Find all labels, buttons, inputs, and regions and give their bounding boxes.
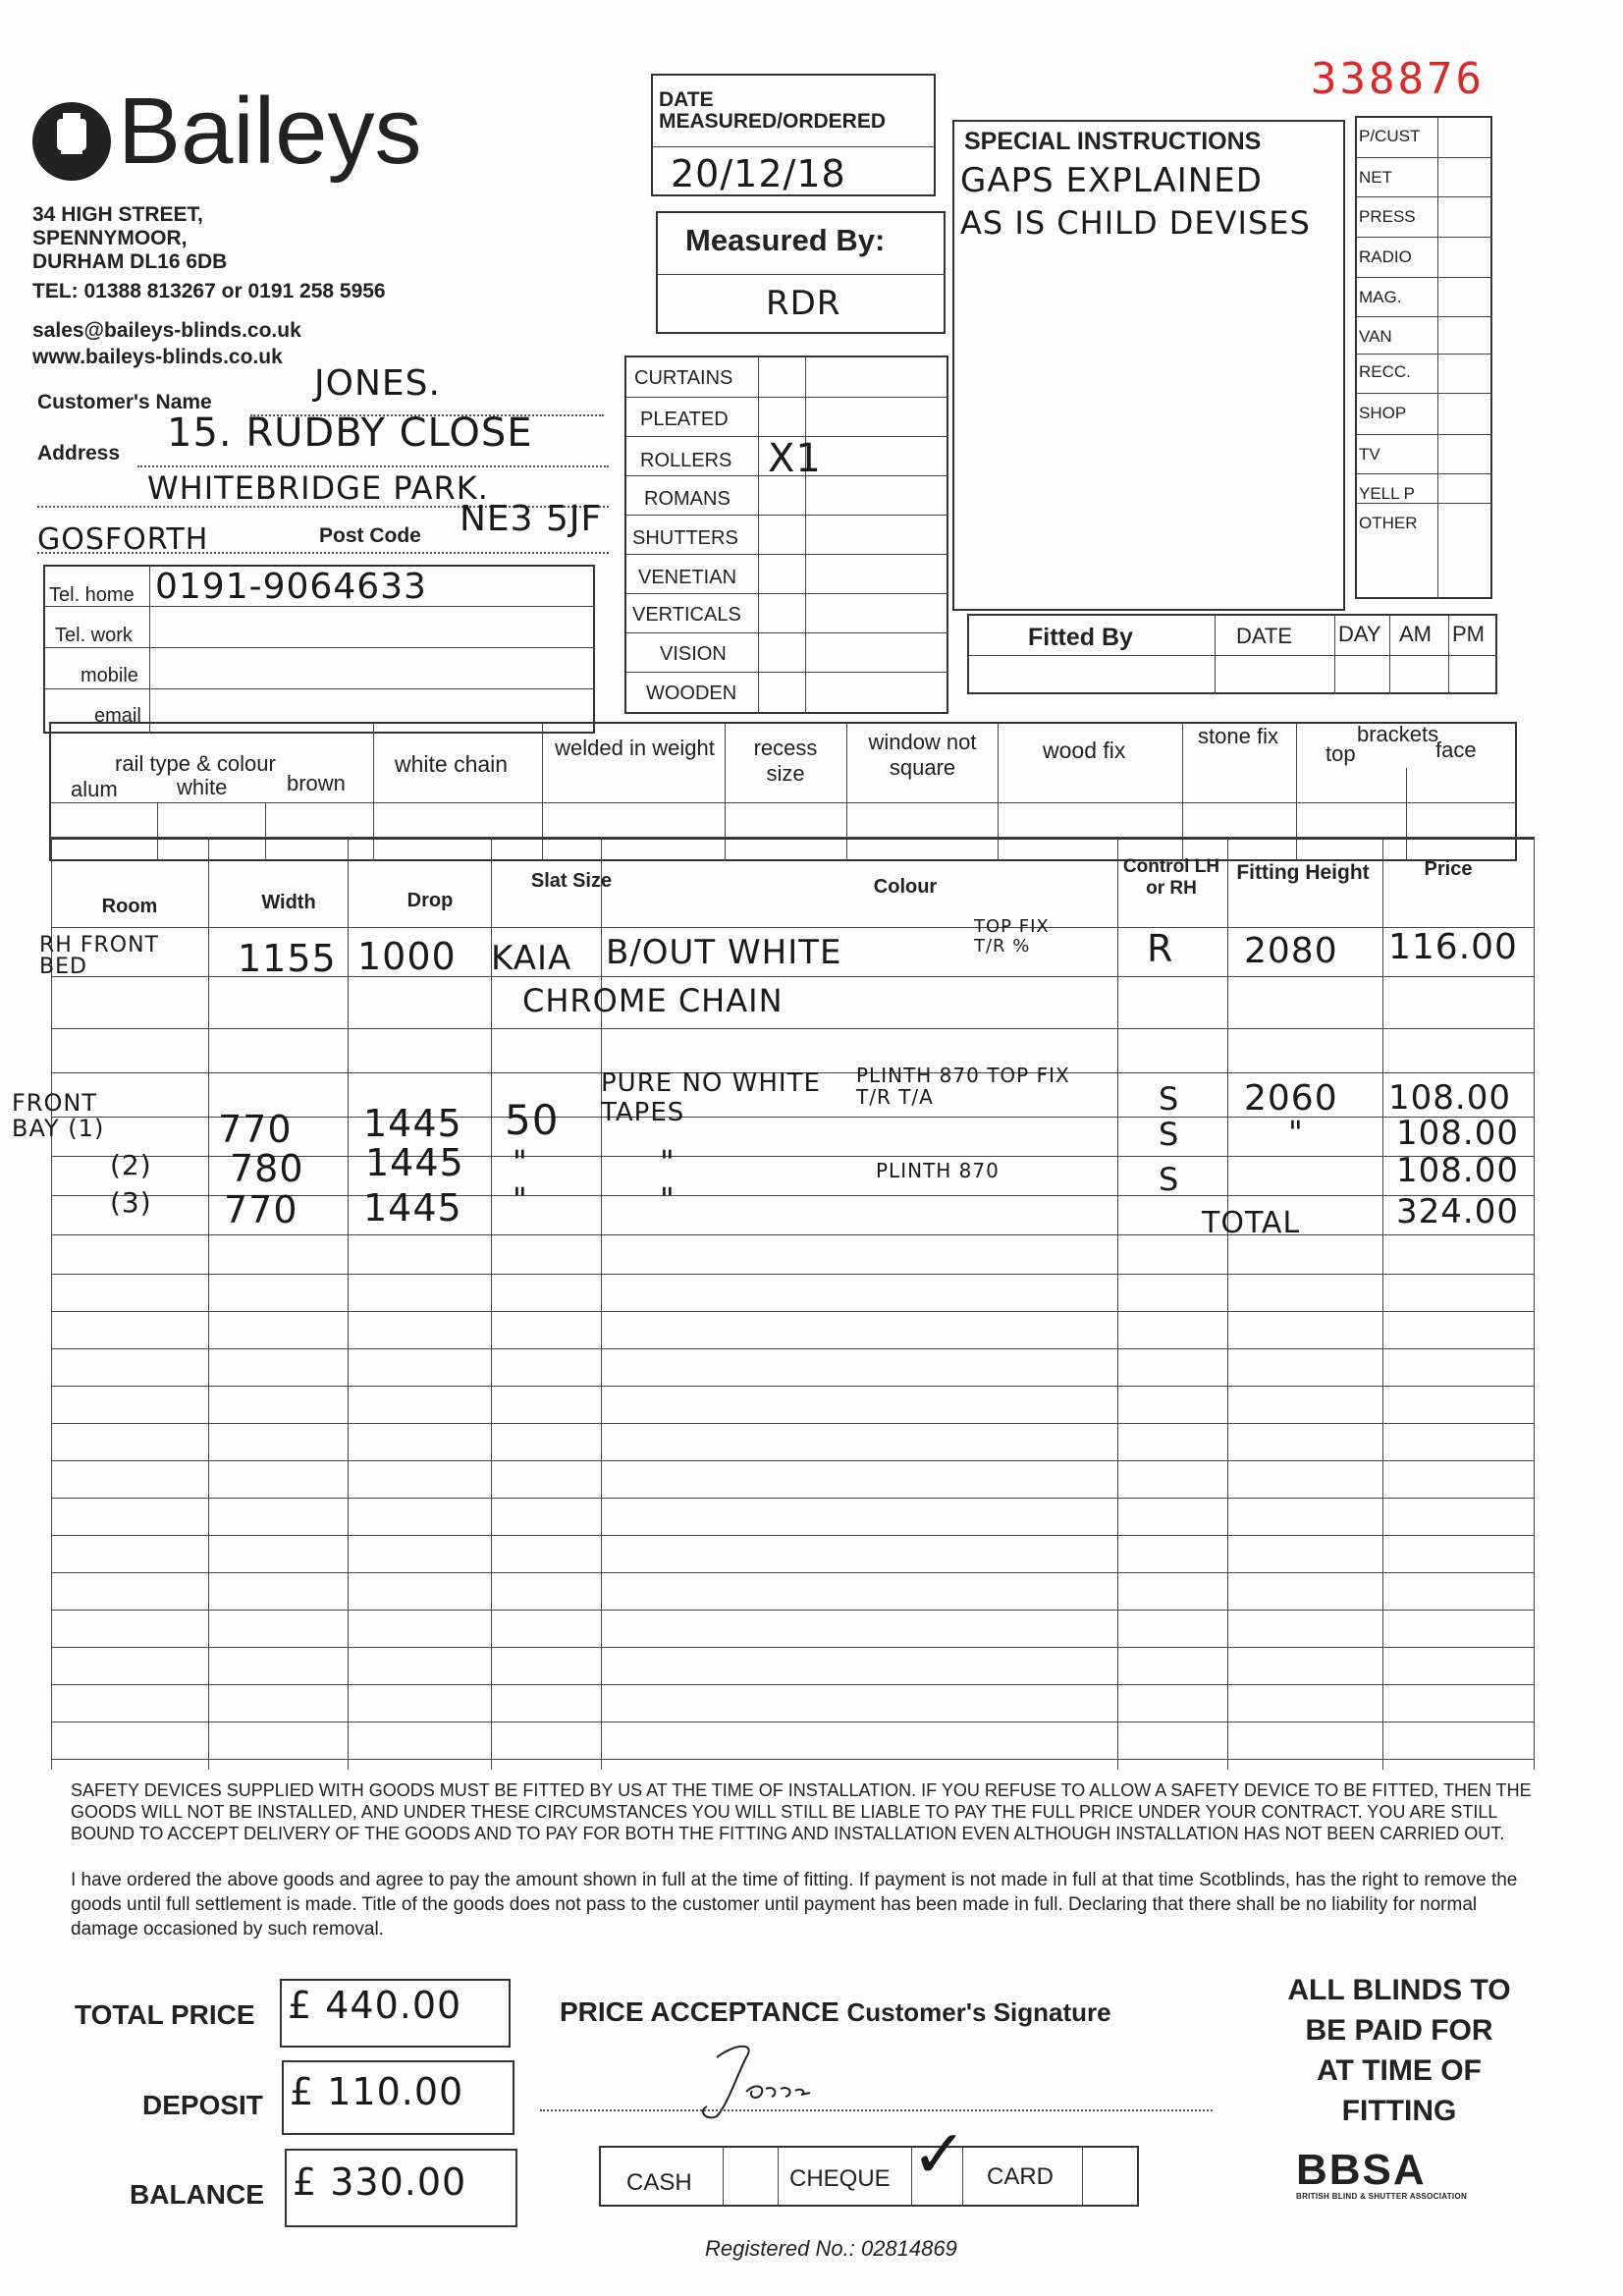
total-price-label: TOTAL PRICE: [75, 1999, 255, 2030]
divider: [1357, 316, 1492, 317]
order-table: [12, 837, 1534, 1779]
fitted-day-label: DAY: [1338, 622, 1381, 646]
row3-drop[interactable]: 1445: [363, 1102, 462, 1145]
agreement-terms: I have ordered the above goods and agree to pay the amount shown in full at the time of fitting. If payment is not made in full at that time Scotblinds, has the right to remove the goods until full settlement is made. Title of the goods does not pass to the customer until payment has been made in full. Declaring that there shall be no liability for normal damage occasioned by such removal.: [71, 1870, 1518, 1940]
date-measured-value[interactable]: 20/12/18: [671, 152, 846, 195]
balance-value[interactable]: £ 330.00: [293, 2160, 467, 2204]
row-line: [51, 927, 1534, 928]
row4-height[interactable]: ": [1288, 1114, 1304, 1151]
col-colour: Colour: [873, 876, 938, 898]
row-line: [51, 1647, 1534, 1648]
row4-price[interactable]: 108.00: [1396, 1114, 1519, 1153]
divider: [658, 274, 946, 275]
row1-room[interactable]: RH FRONT BED: [39, 933, 159, 979]
divider: [1357, 354, 1492, 355]
notice-line: AT TIME OF: [1317, 2054, 1482, 2087]
company-tel: TEL: 01388 813267 or 0191 258 5956: [32, 280, 386, 302]
fitted-by-label: Fitted By: [1028, 624, 1133, 651]
source-radio: RADIO: [1359, 247, 1412, 266]
product-wooden: WOODEN: [646, 683, 737, 704]
divider: [626, 397, 948, 398]
mobile-label: mobile: [81, 665, 138, 686]
customer-signature[interactable]: [687, 2038, 884, 2126]
row-line: [51, 837, 1534, 838]
product-rollers-mark[interactable]: X1: [768, 436, 822, 481]
divider: [51, 802, 1517, 803]
divider: [626, 672, 948, 673]
customer-address-3[interactable]: GOSFORTH: [37, 522, 209, 557]
row1-drop[interactable]: 1000: [357, 935, 457, 978]
source-pcust: P/CUST: [1359, 127, 1421, 145]
source-recc: RECC.: [1359, 362, 1411, 381]
divider: [626, 593, 948, 594]
source-net: NET: [1359, 168, 1392, 187]
customer-name-label: Customer's Name: [37, 391, 212, 413]
row3-slat[interactable]: 50: [505, 1096, 560, 1144]
row1-colour[interactable]: B/OUT WHITE: [606, 933, 842, 972]
divider: [778, 2148, 779, 2207]
fitted-by-table: [967, 614, 1497, 694]
company-address: [32, 203, 227, 274]
product-verticals: VERTICALS: [632, 604, 741, 626]
divider: [1357, 277, 1492, 278]
product-curtains: CURTAINS: [634, 367, 733, 389]
row-line: [51, 1348, 1534, 1349]
rail-type-label: rail type & colour: [115, 751, 276, 776]
fitted-am-label: AM: [1399, 622, 1432, 646]
brackets-top-label: top: [1325, 741, 1356, 766]
col-fitting-height: Fitting Height: [1236, 861, 1370, 884]
col-line: [601, 837, 602, 1770]
stone-fix-label: stone fix: [1198, 724, 1278, 748]
window-label: window not square: [868, 730, 977, 780]
payment-cheque[interactable]: CHEQUE: [789, 2165, 891, 2192]
row-line: [51, 1684, 1534, 1685]
row6-total-label[interactable]: TOTAL: [1202, 1206, 1301, 1240]
divider: [1334, 616, 1335, 694]
product-rollers: ROLLERS: [640, 450, 732, 471]
brown-label: brown: [287, 771, 346, 795]
divider: [626, 554, 948, 555]
divider: [1448, 616, 1449, 694]
row1-height[interactable]: 2080: [1244, 931, 1338, 971]
product-shutters: SHUTTERS: [632, 527, 738, 549]
alum-label: alum: [71, 777, 118, 801]
divider: [1215, 616, 1216, 694]
row3-width[interactable]: 770: [218, 1108, 293, 1151]
special-instructions-label: SPECIAL INSTRUCTIONS: [964, 128, 1262, 155]
signature-icon: [687, 2038, 884, 2126]
notice-line: ALL BLINDS TO: [1287, 1974, 1511, 2006]
bbsa-caption: BRITISH BLIND & SHUTTER ASSOCIATION: [1296, 2192, 1468, 2201]
row4-colour-note[interactable]: PLINTH 870: [876, 1159, 1000, 1182]
signature-line: [540, 2109, 1213, 2111]
row5-slat[interactable]: ": [513, 1180, 528, 1218]
row1-width[interactable]: 1155: [238, 937, 337, 980]
row-line: [51, 1460, 1534, 1461]
row-line: [51, 1610, 1534, 1611]
col-line: [1227, 837, 1228, 1770]
col-price: Price: [1424, 858, 1473, 880]
measured-by-label: Measured By:: [685, 223, 886, 257]
payment-method-table: [599, 2116, 1139, 2207]
address-line: SPENNYMOOR,: [32, 227, 188, 249]
measured-by-value[interactable]: RDR: [766, 284, 841, 323]
row5-width[interactable]: 770: [224, 1188, 298, 1231]
row4-room[interactable]: (2): [110, 1149, 152, 1181]
deposit-label: DEPOSIT: [142, 2090, 263, 2120]
row-line: [51, 1386, 1534, 1387]
col-width: Width: [261, 892, 316, 913]
customer-signature-label: Customer's Signature: [846, 1997, 1111, 2027]
row4-drop[interactable]: 1445: [365, 1141, 464, 1184]
row-line: [51, 1572, 1534, 1573]
col-drop: Drop: [406, 890, 454, 911]
customer-name[interactable]: JONES.: [314, 363, 441, 404]
divider: [723, 2148, 724, 2207]
tel-work-label: Tel. work: [55, 625, 133, 646]
company-name: Baileys: [118, 79, 422, 184]
row1-price[interactable]: 116.00: [1388, 927, 1518, 967]
notice-line: BE PAID FOR: [1305, 2014, 1493, 2047]
divider: [805, 357, 806, 714]
row5-drop[interactable]: 1445: [363, 1186, 462, 1230]
fitted-date-label: DATE: [1236, 624, 1293, 648]
payment-cash[interactable]: CASH: [626, 2169, 692, 2196]
product-pleated: PLEATED: [640, 409, 729, 430]
divider: [1357, 196, 1492, 197]
source-table: [1355, 116, 1492, 599]
registered-number: Registered No.: 02814869: [705, 2236, 957, 2261]
source-other: OTHER: [1359, 514, 1418, 532]
total-price-value[interactable]: £ 440.00: [288, 1984, 462, 2027]
fitted-pm-label: PM: [1452, 622, 1485, 646]
row3-colour[interactable]: PURE NO WHITE TAPES: [601, 1068, 821, 1127]
row5-colour[interactable]: ": [660, 1180, 676, 1218]
row-line: [51, 1028, 1534, 1029]
row3-height[interactable]: 2060: [1244, 1078, 1338, 1119]
row2-colour[interactable]: CHROME CHAIN: [522, 982, 784, 1019]
row-line: [51, 1423, 1534, 1424]
divider: [1389, 616, 1390, 694]
payment-notice: [1252, 1970, 1546, 2131]
row3-control[interactable]: S: [1159, 1080, 1180, 1118]
brackets-face-label: face: [1435, 738, 1477, 762]
col-line: [1382, 837, 1383, 1770]
divider: [1357, 393, 1492, 394]
special-instructions-box: [952, 120, 1345, 611]
address-line-1: [137, 465, 609, 467]
divider: [45, 647, 595, 648]
row3-price[interactable]: 108.00: [1388, 1078, 1511, 1118]
divider: [758, 357, 759, 714]
row1-slat[interactable]: KAIA: [491, 939, 572, 978]
cheque-checkmark[interactable]: ✓: [911, 2116, 968, 2194]
white-chain-label: white chain: [395, 751, 509, 777]
row-line: [51, 1535, 1534, 1536]
divider: [1357, 237, 1492, 238]
row-line: [51, 1498, 1534, 1499]
divider: [45, 688, 595, 689]
tel-home-label: Tel. home: [49, 584, 135, 606]
address-label: Address: [37, 442, 121, 465]
row-line: [51, 1234, 1534, 1235]
source-press: PRESS: [1359, 207, 1416, 226]
safety-terms: SAFETY DEVICES SUPPLIED WITH GOODS MUST BE FITTED BY US AT THE TIME OF INSTALLATION. IF YOU REFUSE TO ALLOW A SAFETY DEVICE TO BE FITTED, THEN THE GOODS WILL NOT BE INSTALLED, AND UNDER THESE CIRCUMSTANCES YOU WILL STILL BE LIABLE TO PAY THE FULL PRICE UNDER YOUR CONTRACT. YOU ARE STILL BOUND TO ACCEPT DELIVERY OF THE GOODS AND TO PAY FOR BOTH THE FITTING AND INSTALLATION EVEN ALTHOUGH INSTALLATION HAS NOT BEEN CARRIED OUT.: [71, 1780, 1532, 1843]
customer-address-2[interactable]: WHITEBRIDGE PARK.: [147, 469, 489, 507]
row3-room[interactable]: FRONT BAY (1): [12, 1089, 105, 1142]
email-label: email: [94, 705, 141, 727]
divider: [149, 567, 150, 734]
date-measured-box: [651, 74, 936, 196]
divider: [1437, 118, 1438, 599]
row5-room[interactable]: (3): [110, 1186, 152, 1219]
special-instructions-line1[interactable]: GAPS EXPLAINED: [960, 161, 1263, 200]
notice-line: FITTING: [1341, 2095, 1457, 2127]
brackets-label: brackets: [1357, 722, 1439, 746]
postcode-value[interactable]: NE3 5JF: [460, 499, 603, 539]
row3-colour-note[interactable]: PLINTH 870 TOP FIX T/R T/A: [856, 1064, 1070, 1109]
row4-width[interactable]: 780: [230, 1147, 304, 1190]
row4-colour[interactable]: ": [660, 1143, 676, 1180]
white-label: white: [177, 775, 228, 799]
row5-price[interactable]: 108.00: [1396, 1151, 1519, 1190]
balance-label: BALANCE: [130, 2179, 264, 2210]
logo-icon: [29, 99, 114, 184]
postcode-label: Post Code: [319, 524, 421, 547]
special-instructions-line2[interactable]: AS IS CHILD DEVISES: [960, 204, 1311, 242]
col-room: Room: [101, 896, 158, 917]
source-tv: TV: [1359, 445, 1380, 464]
row5-control[interactable]: S: [1159, 1161, 1180, 1198]
source-shop: SHOP: [1359, 404, 1407, 422]
date-measured-label: DATE MEASURED/ORDERED: [659, 88, 887, 133]
divider: [1357, 157, 1492, 158]
row1-colour-note[interactable]: TOP FIX T/R %: [974, 916, 1050, 957]
company-web[interactable]: www.baileys-blinds.co.uk: [32, 346, 283, 368]
product-vision: VISION: [660, 643, 727, 665]
divider: [1357, 434, 1492, 435]
row1-control[interactable]: R: [1147, 927, 1174, 970]
product-romans: ROMANS: [644, 488, 730, 510]
company-logo: [29, 79, 442, 184]
divider: [626, 515, 948, 516]
products-table: [624, 355, 948, 714]
row4-control[interactable]: S: [1159, 1116, 1180, 1153]
divider: [1357, 473, 1492, 474]
welded-label: welded in weight: [555, 736, 715, 760]
row4-slat[interactable]: ": [513, 1143, 528, 1180]
col-slat: Slat Size: [530, 870, 613, 892]
address-line: 34 HIGH STREET,: [32, 203, 203, 226]
row-line: [51, 1274, 1534, 1275]
recess-label: recess size: [753, 736, 818, 786]
serial-number: 338876: [1311, 54, 1485, 104]
company-email[interactable]: sales@baileys-blinds.co.uk: [32, 319, 301, 342]
deposit-value[interactable]: £ 110.00: [290, 2070, 464, 2113]
divider: [969, 655, 1497, 656]
col-line: [208, 837, 209, 1770]
bbsa-logo: [1296, 2146, 1522, 2217]
source-van: VAN: [1359, 327, 1392, 346]
postcode-line: [37, 552, 609, 554]
tel-home-value[interactable]: 0191-9064633: [155, 567, 427, 607]
row6-total-value[interactable]: 324.00: [1396, 1192, 1519, 1231]
divider: [653, 146, 936, 147]
product-venetian: VENETIAN: [638, 567, 737, 588]
col-line: [348, 837, 349, 1770]
col-line: [1117, 837, 1118, 1770]
source-mag: MAG.: [1359, 288, 1402, 306]
bbsa-mark: BBSA: [1296, 2146, 1427, 2194]
row-line: [51, 1759, 1534, 1760]
address-line: DURHAM DL16 6DB: [32, 250, 228, 273]
source-yellp: YELL P: [1359, 484, 1416, 503]
customer-address-1[interactable]: 15. RUDBY CLOSE: [167, 410, 533, 456]
col-line: [1534, 837, 1535, 1770]
col-control: Control LH or RH: [1122, 856, 1220, 899]
contacts-table: [43, 565, 595, 734]
payment-card[interactable]: CARD: [987, 2163, 1055, 2190]
wood-fix-label: wood fix: [1043, 738, 1126, 763]
measured-by-box: [656, 211, 946, 334]
price-acceptance: [560, 1996, 1111, 2028]
price-acceptance-label: PRICE ACCEPTANCE: [560, 1996, 839, 2027]
divider: [626, 632, 948, 633]
row-line: [51, 1311, 1534, 1312]
divider: [1082, 2148, 1083, 2207]
